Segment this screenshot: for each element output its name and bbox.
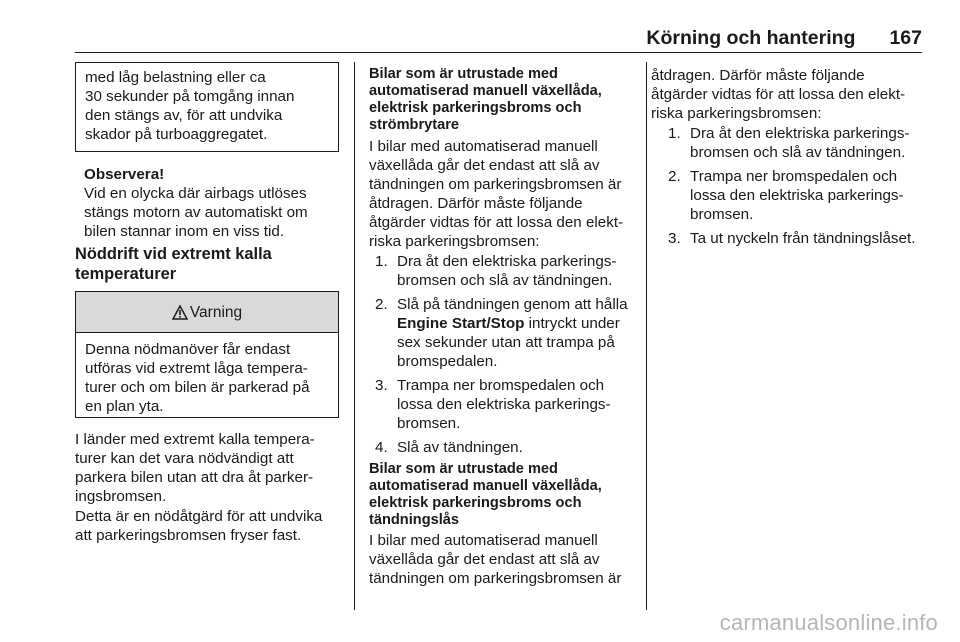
body-line: åtdragen. Därför måste följande <box>369 195 583 212</box>
step-line: Slå av tändningen. <box>397 439 523 456</box>
subheading-2 <box>369 461 641 529</box>
body-line: åtgärder vidtas för att lossa den elekt- <box>369 214 624 231</box>
warning-line: turer och om bilen är parkerad på <box>85 379 310 396</box>
body-line: växellåda går det endast att slå av <box>369 157 600 174</box>
body-line: åtgärder vidtas för att lossa den elekt- <box>651 86 906 103</box>
list-item <box>375 295 645 371</box>
warning-box <box>75 291 339 418</box>
box-line: den stängs av, för att undvika <box>85 107 283 124</box>
warning-header <box>76 292 338 333</box>
subheading-line: automatiserad manuell växellåda, <box>369 83 602 99</box>
body-line: turer kan det vara nödvändigt att <box>75 450 294 467</box>
warning-triangle-icon <box>172 305 188 320</box>
step-number: 4. <box>375 439 388 456</box>
subheading-line: elektrisk parkeringsbroms och <box>369 495 582 511</box>
steps-list-2 <box>668 124 948 248</box>
step-line: Dra åt den elektriska parkerings- <box>690 125 910 142</box>
note-block <box>84 165 346 241</box>
button-name-text: Engine Start/Stop <box>397 315 525 332</box>
list-item <box>668 167 948 224</box>
warning-title: Varning <box>189 303 243 321</box>
section-heading-line: Nöddrift vid extremt kalla <box>75 245 272 263</box>
step-line: bromsen och slå av tändningen. <box>397 272 613 289</box>
step-line: Dra åt den elektriska parkerings- <box>397 253 617 270</box>
body-line: I bilar med automatiserad manuell <box>369 138 598 155</box>
warning-line: Denna nödmanöver får endast <box>85 341 291 358</box>
body-line: I länder med extremt kalla tempera- <box>75 431 315 448</box>
body-line: riska parkeringsbromsen: <box>369 233 540 250</box>
subheading-line: Bilar som är utrustade med <box>369 66 558 82</box>
list-item <box>375 252 645 290</box>
note-line: stängs motorn av automatiskt om <box>84 204 308 221</box>
body-line: riska parkeringsbromsen: <box>651 105 822 122</box>
step-number: 3. <box>668 230 681 247</box>
list-item <box>668 124 948 162</box>
step-number: 2. <box>375 296 388 313</box>
section-heading-line: temperaturer <box>75 265 177 283</box>
step-line: bromsen. <box>397 415 461 432</box>
step-number: 1. <box>668 125 681 142</box>
intro-continued <box>651 66 943 123</box>
step-number: 2. <box>668 168 681 185</box>
step-line: bromsen och slå av tändningen. <box>690 144 906 161</box>
step-number: 3. <box>375 377 388 394</box>
step-line: lossa den elektriska parkerings- <box>690 187 904 204</box>
warning-body <box>76 333 338 416</box>
subheading-line: strömbrytare <box>369 117 460 133</box>
step-line: Ta ut nyckeln från tändningslåset. <box>690 230 916 247</box>
list-item <box>375 438 645 457</box>
body-line: parkera bilen utan att dra åt parker- <box>75 469 314 486</box>
warning-line: en plan yta. <box>85 398 164 415</box>
step-text: intryckt under <box>524 315 620 332</box>
watermark: carmanualsonline.info <box>719 610 938 635</box>
body-line: I bilar med automatiserad manuell <box>369 532 598 549</box>
note-heading: Observera! <box>84 166 165 183</box>
step-line: Slå på tändningen genom att hålla <box>397 296 628 313</box>
step-line: Trampa ner bromspedalen och <box>397 377 605 394</box>
body-line: att parkeringsbromsen fryser fast. <box>75 527 302 544</box>
body-line: tändningen om parkeringsbromsen är <box>369 176 622 193</box>
step-line: bromspedalen. <box>397 353 498 370</box>
subheading-line: automatiserad manuell växellåda, <box>369 478 602 494</box>
step-number: 1. <box>375 253 388 270</box>
note-line: Vid en olycka där airbags utlöses <box>84 185 307 202</box>
column-divider-1 <box>354 62 355 610</box>
step-line <box>397 314 645 333</box>
note-line: bilen stannar inom en viss tid. <box>84 223 285 240</box>
header-rule <box>75 52 922 53</box>
paragraph-1 <box>75 430 350 506</box>
body-line: tändningen om parkeringsbromsen är <box>369 570 622 587</box>
intro-paragraph-1 <box>369 137 645 251</box>
list-item <box>375 376 645 433</box>
subheading-line: Bilar som är utrustade med <box>369 461 558 477</box>
intro-paragraph-2 <box>369 531 645 588</box>
step-line: bromsen. <box>690 206 754 223</box>
body-line: åtdragen. Därför måste följande <box>651 67 865 84</box>
page-number: 167 <box>889 27 922 49</box>
paragraph-2 <box>75 507 353 545</box>
subheading-line: tändningslås <box>369 512 460 528</box>
body-line: Detta är en nödåtgärd för att undvika <box>75 508 323 525</box>
section-heading <box>75 244 345 284</box>
list-item <box>668 229 948 248</box>
warning-line: utföras vid extremt låga tempera- <box>85 360 308 377</box>
step-line: Trampa ner bromspedalen och <box>690 168 898 185</box>
steps-list-1 <box>375 252 645 457</box>
box-line: med låg belastning eller ca <box>85 69 266 86</box>
column-divider-2 <box>646 62 647 610</box>
step-line: sex sekunder utan att trampa på <box>397 334 615 351</box>
subheading-1 <box>369 66 641 134</box>
box-line: skador på turboaggregatet. <box>85 126 268 143</box>
chapter-title: Körning och hantering <box>646 27 856 49</box>
body-line: växellåda går det endast att slå av <box>369 551 600 568</box>
running-header <box>560 26 922 50</box>
step-line: lossa den elektriska parkerings- <box>397 396 611 413</box>
body-line: ingsbromsen. <box>75 488 167 505</box>
continued-note-box <box>75 62 339 152</box>
box-line: 30 sekunder på tomgång innan <box>85 88 295 105</box>
subheading-line: elektrisk parkeringsbroms och <box>369 100 582 116</box>
